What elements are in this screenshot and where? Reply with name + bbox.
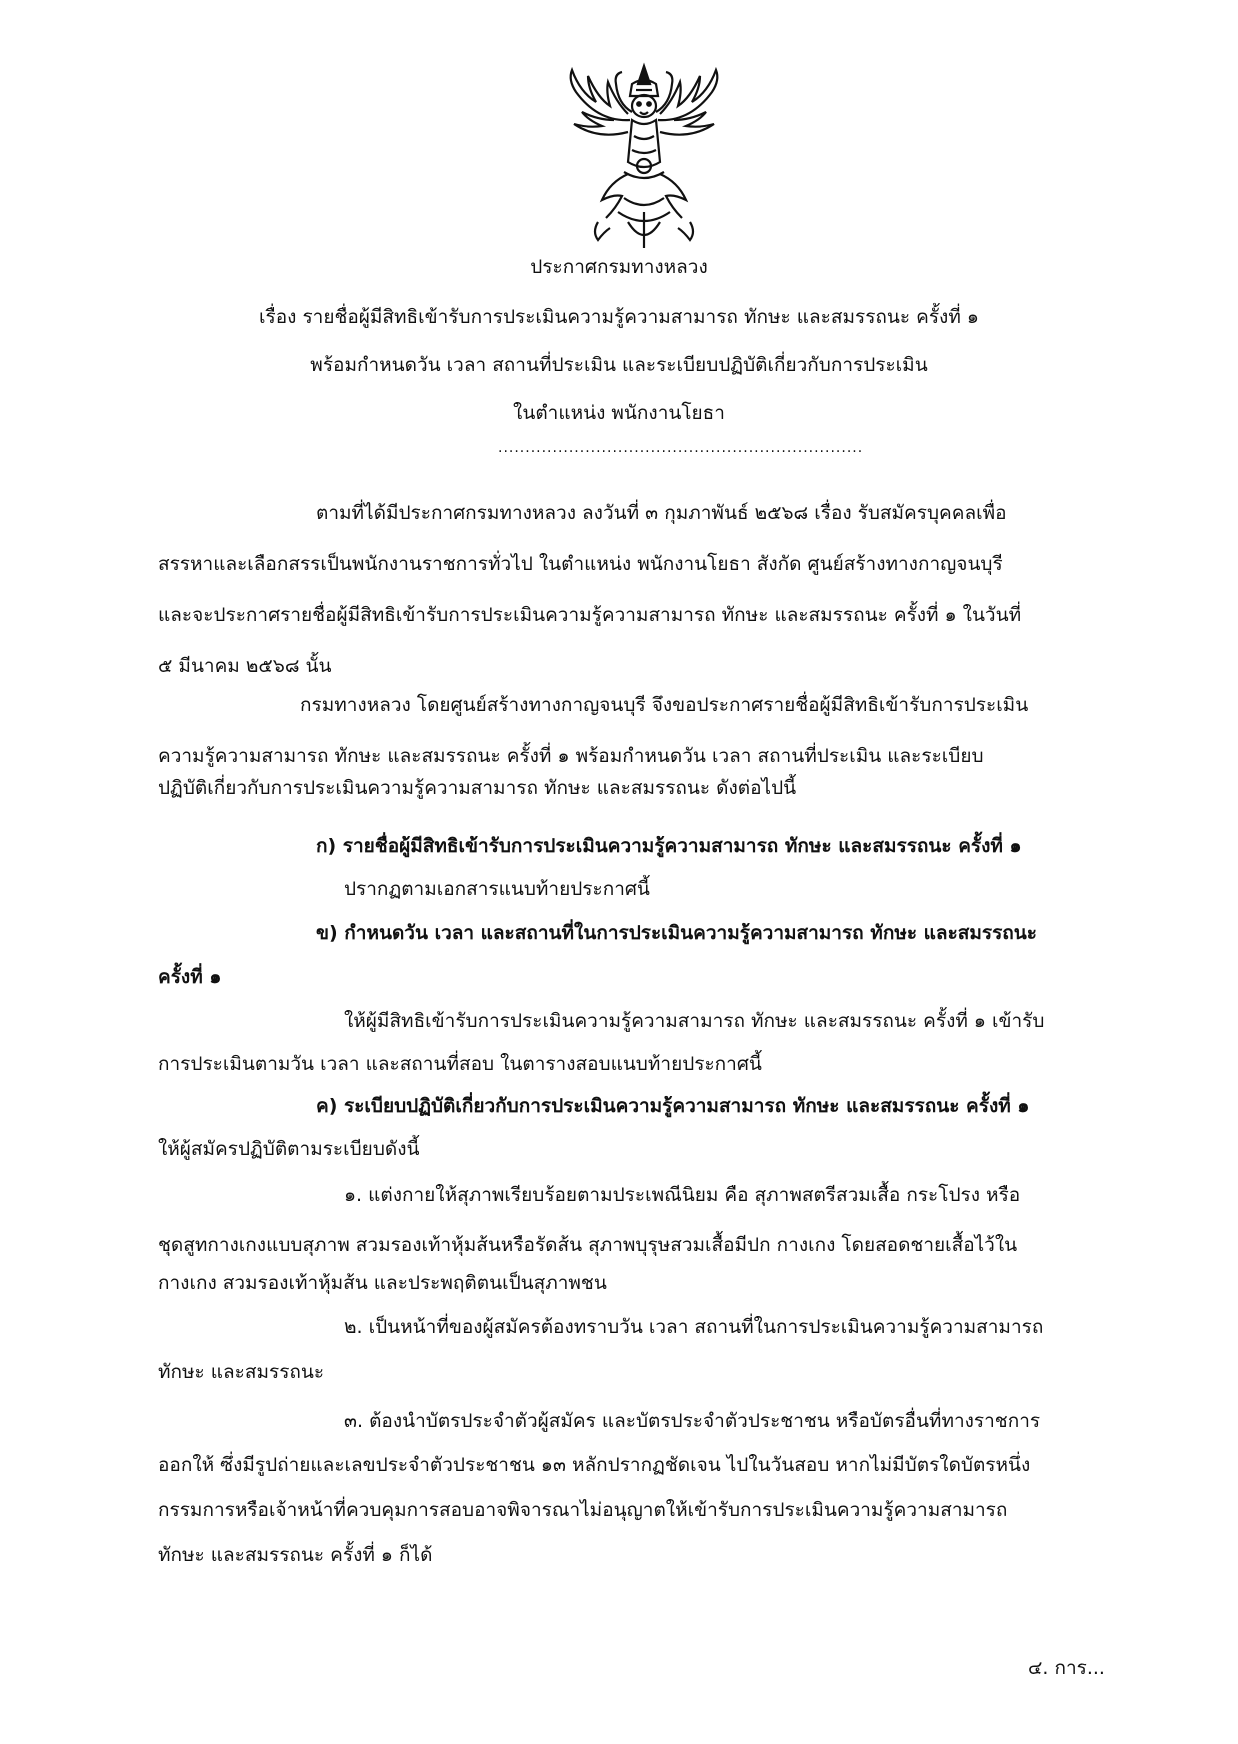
rule-1-line-2: ชุดสูทกางเกงแบบสุภาพ สวมรองเท้าหุ้มส้นหรือรัดส้น สุภาพบุรุษสวมเสื้อมีปก กางเกง โดยสอดชายเสื้อไว้ใน <box>158 1234 1018 1256</box>
section-c-text: ให้ผู้สมัครปฏิบัติตามระเบียบดังนี้ <box>158 1138 420 1160</box>
paragraph-2-line-2: ความรู้ความสามารถ ทักษะ และสมรรถนะ ครั้งที่ ๑ พร้อมกำหนดวัน เวลา สถานที่ประเมิน และระเบียบ <box>158 745 984 767</box>
garuda-emblem-icon <box>558 62 730 252</box>
section-b-text-line-2: การประเมินตามวัน เวลา และสถานที่สอบ ในตารางสอบแนบท้ายประกาศนี้ <box>158 1053 762 1075</box>
rule-1-line-1: ๑. แต่งกายให้สุภาพเรียบร้อยตามประเพณีนิยม คือ สุภาพสตรีสวมเสื้อ กระโปรง หรือ <box>344 1184 1021 1206</box>
paragraph-1-line-1: ตามที่ได้มีประกาศกรมทางหลวง ลงวันที่ ๓ กุมภาพันธ์ ๒๕๖๘ เรื่อง รับสมัครบุคคลเพื่อ <box>316 502 1007 524</box>
section-a-text: ปรากฏตามเอกสารแนบท้ายประกาศนี้ <box>344 878 650 900</box>
paragraph-1-line-3: และจะประกาศรายชื่อผู้มีสิทธิเข้ารับการประเมินความรู้ความสามารถ ทักษะ และสมรรถนะ ครั้งที่ ๑ ในวันที่ <box>158 604 1022 626</box>
paragraph-1-line-4: ๕ มีนาคม ๒๕๖๘ นั้น <box>158 655 332 677</box>
section-a-heading: ก) รายชื่อผู้มีสิทธิเข้ารับการประเมินความรู้ความสามารถ ทักษะ และสมรรถนะ ครั้งที่ ๑ <box>316 835 1022 857</box>
subject-line-2: พร้อมกำหนดวัน เวลา สถานที่ประเมิน และระเบียบปฏิบัติเกี่ยวกับการประเมิน <box>310 354 928 376</box>
rule-3-line-1: ๓. ต้องนำบัตรประจำตัวผู้สมัคร และบัตรประจำตัวประชาชน หรือบัตรอื่นที่ทางราชการ <box>344 1410 1041 1432</box>
paragraph-2-line-3: ปฏิบัติเกี่ยวกับการประเมินความรู้ความสามารถ ทักษะ และสมรรถนะ ดังต่อไปนี้ <box>158 777 797 799</box>
section-b-text-line-1: ให้ผู้มีสิทธิเข้ารับการประเมินความรู้ความสามารถ ทักษะ และสมรรถนะ ครั้งที่ ๑ เข้ารับ <box>344 1010 1045 1032</box>
rule-1-line-3: กางเกง สวมรองเท้าหุ้มส้น และประพฤติตนเป็นสุภาพชน <box>158 1272 607 1294</box>
rule-3-line-3: กรรมการหรือเจ้าหน้าที่ควบคุมการสอบอาจพิจารณาไม่อนุญาตให้เข้ารับการประเมินความรู้ความสามารถ <box>158 1499 1008 1521</box>
paragraph-2-line-1: กรมทางหลวง โดยศูนย์สร้างทางกาญจนบุรี จึงขอประกาศรายชื่อผู้มีสิทธิเข้ารับการประเมิน <box>300 694 1029 716</box>
page-continuation: ๔. การ... <box>1028 1657 1105 1679</box>
rule-3-line-2: ออกให้ ซึ่งมีรูปถ่ายและเลขประจำตัวประชาชน ๑๓ หลักปรากฏชัดเจน ไปในวันสอบ หากไม่มีบัตรใดบัตรหนึ่ง <box>158 1454 1031 1476</box>
rule-2-line-2: ทักษะ และสมรรถนะ <box>158 1361 325 1383</box>
announcement-title: ประกาศกรมทางหลวง <box>530 256 708 278</box>
subject-line-1: เรื่อง รายชื่อผู้มีสิทธิเข้ารับการประเมินความรู้ความสามารถ ทักษะ และสมรรถนะ ครั้งที่ ๑ <box>259 306 979 328</box>
paragraph-1-line-2: สรรหาและเลือกสรรเป็นพนักงานราชการทั่วไป ในตำแหน่ง พนักงานโยธา สังกัด ศูนย์สร้างทางกาญจนบุรี <box>158 553 1003 575</box>
section-b-heading: ข) กำหนดวัน เวลา และสถานที่ในการประเมินความรู้ความสามารถ ทักษะ และสมรรถนะ <box>316 922 1037 944</box>
rule-3-line-4: ทักษะ และสมรรถนะ ครั้งที่ ๑ ก็ได้ <box>158 1544 433 1566</box>
rule-2-line-1: ๒. เป็นหน้าที่ของผู้สมัครต้องทราบวัน เวลา สถานที่ในการประเมินความรู้ความสามารถ <box>344 1316 1044 1338</box>
subject-line-3: ในตำแหน่ง พนักงานโยธา <box>513 402 725 424</box>
section-b-heading-cont: ครั้งที่ ๑ <box>158 966 222 988</box>
header-separator: ................................................................... <box>498 440 864 456</box>
section-c-heading: ค) ระเบียบปฏิบัติเกี่ยวกับการประเมินความรู้ความสามารถ ทักษะ และสมรรถนะ ครั้งที่ ๑ <box>316 1095 1030 1117</box>
